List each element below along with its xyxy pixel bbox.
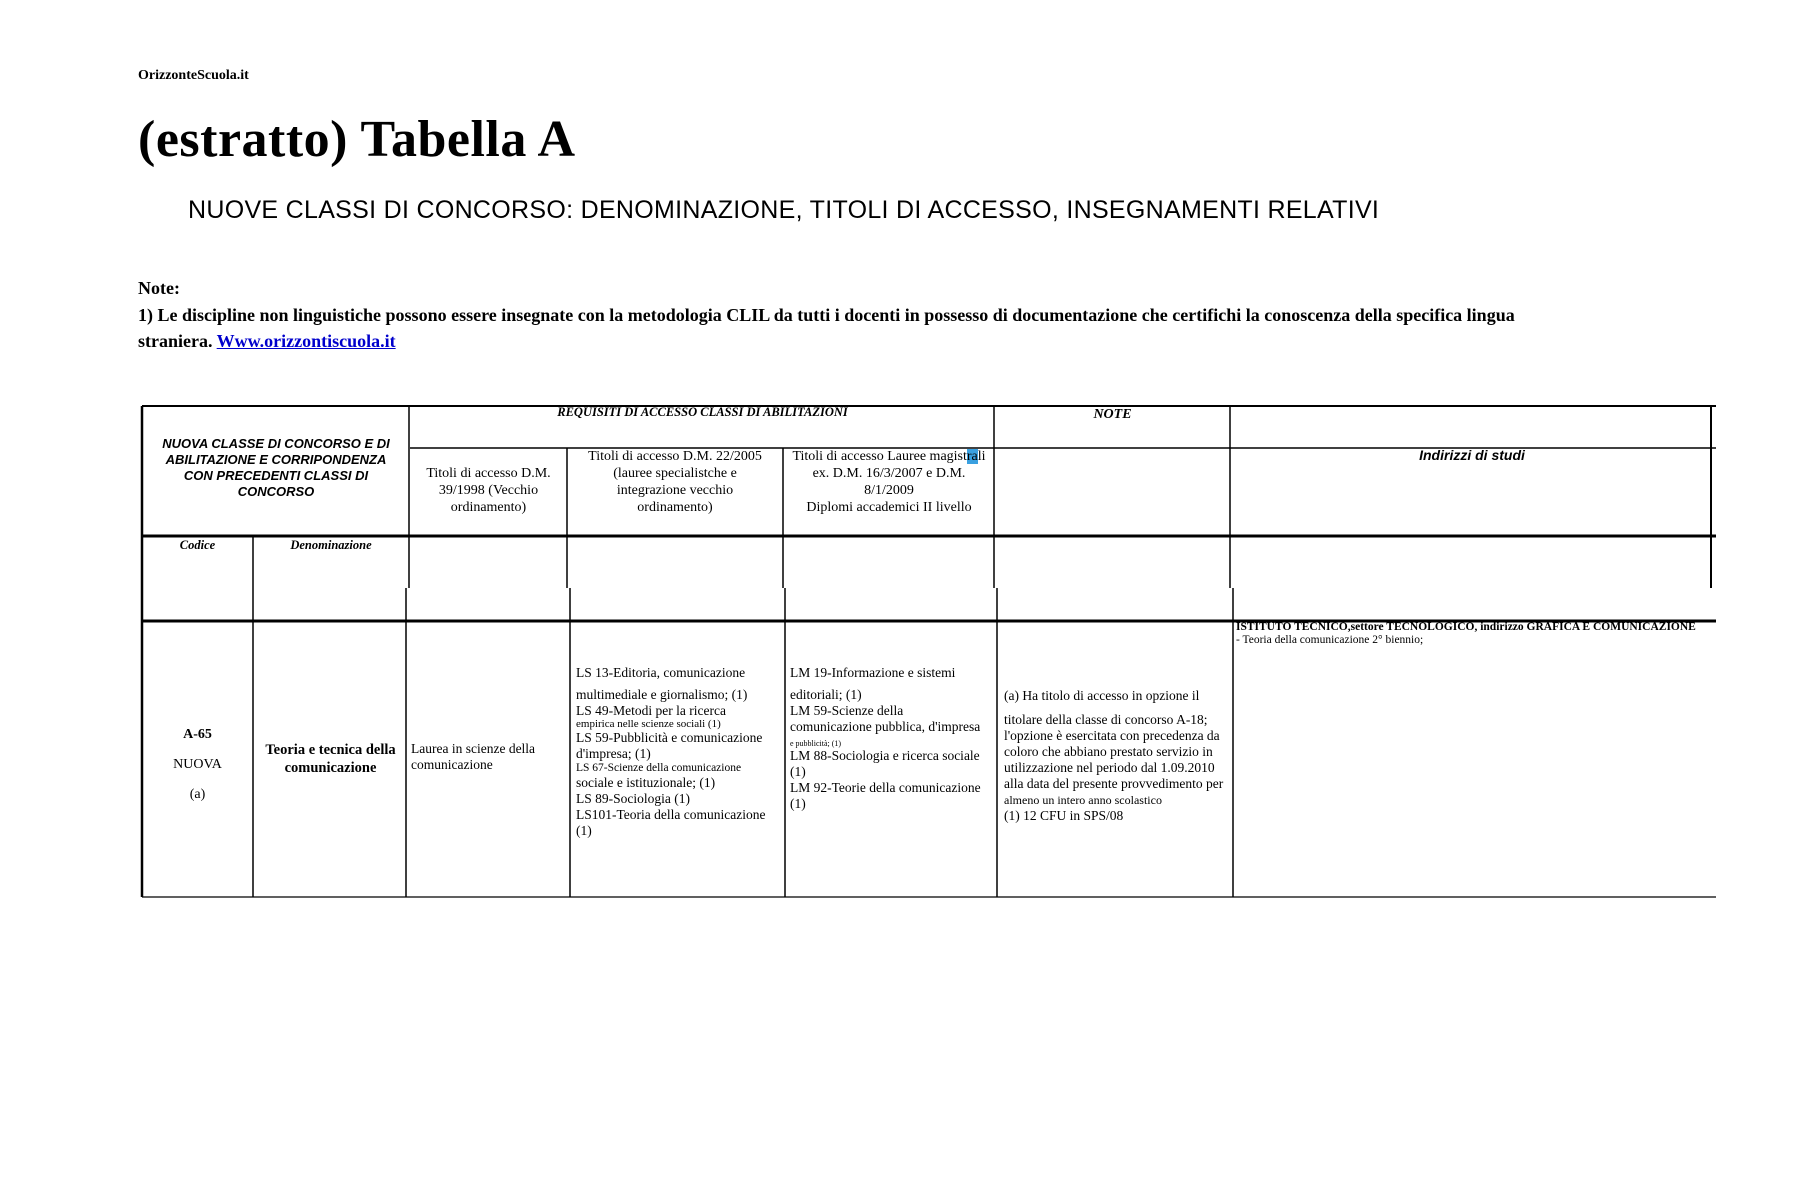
ls-line: LS 67-Scienze della comunicazione	[576, 762, 742, 774]
header-denominazione: Denominazione	[290, 538, 372, 552]
site-name: OrizzonteScuola.it	[138, 68, 249, 83]
lm-line: LM 59-Scienze della	[790, 703, 904, 718]
header-codice: Codice	[179, 538, 216, 552]
ls-line: multimediale e giornalismo; (1)	[576, 687, 748, 702]
ls-line: sociale e istituzionale; (1)	[576, 775, 716, 790]
header-titoli-ls: Titoli di accesso D.M. 22/2005 (lauree specialistche e integrazione vecchio ordinamento)	[588, 449, 762, 515]
note-line: titolare della classe di concorso A-18;	[1004, 712, 1208, 727]
note-label: Note:	[138, 278, 180, 298]
note-line: alla data del presente provvedimento per	[1004, 776, 1224, 791]
note-line: almeno un intero anno scolastico	[1004, 793, 1162, 807]
header-requisiti: REQUISITI DI ACCESSO CLASSI DI ABILITAZIONI	[557, 405, 848, 419]
row-indirizzi	[1236, 621, 1706, 647]
ls-line: LS101-Teoria della comunicazione	[576, 807, 766, 822]
row-codice: A-65	[183, 727, 212, 742]
note-line: l'opzione è esercitata con precedenza da	[1004, 728, 1220, 743]
note-line: coloro che abbiano prestato servizio in	[1004, 744, 1213, 759]
lm-line: LM 88-Sociologia e ricerca sociale	[790, 748, 980, 763]
row-nota-ref: (a)	[189, 787, 206, 802]
ls-line: empirica nelle scienze sociali (1)	[576, 718, 721, 730]
ls-line: LS 49-Metodi per la ricerca	[576, 703, 726, 718]
note-line: (a) Ha titolo di accesso in opzione il	[1004, 688, 1200, 703]
header-titoli-lm-line1: Titoli di accesso Lauree magistrali	[792, 449, 986, 464]
lm-line: e pubblicità; (1)	[790, 739, 842, 748]
ls-line: LS 89-Sociologia (1)	[576, 791, 690, 806]
note-body: 1) Le discipline non linguistiche possono essere insegnate con la metodologia CLIL da tutti i docenti in possesso di documentazione che certifichi la conoscenza della specifica lingua straniera.	[138, 305, 1515, 351]
row-titoli-ls	[576, 665, 781, 839]
header-titoli-lm-line2: ex. D.M. 16/3/2007 e D.M. 8/1/2009	[812, 466, 966, 498]
header-indirizzi: Indirizzi di studi	[1419, 447, 1525, 463]
note-line: utilizzazione nel periodo dal 1.09.2010	[1004, 760, 1215, 775]
header-titoli-lm	[786, 448, 992, 516]
indirizzi-item: - Teoria della comunicazione 2° biennio;	[1236, 634, 1424, 646]
lm-line: (1)	[790, 764, 806, 779]
page-title: (estratto) Tabella A	[138, 111, 576, 168]
lm-line: editoriali; (1)	[790, 687, 862, 702]
lm-line: LM 19-Informazione e sistemi	[790, 665, 956, 680]
ls-line: LS 59-Pubblicità e comunicazione	[576, 730, 763, 745]
lm-line: (1)	[790, 796, 806, 811]
ls-line: LS 13-Editoria, comunicazione	[576, 665, 746, 680]
header-note: NOTE	[1093, 407, 1132, 422]
note-line: (1) 12 CFU in SPS/08	[1004, 808, 1124, 823]
website-link[interactable]: Www.orizzontiscuola.it	[216, 331, 396, 351]
row-titoli-vecchio: Laurea in scienze della comunicazione	[411, 741, 536, 772]
row-titoli-lm	[790, 665, 993, 812]
indirizzi-title: ISTITUTO TECNICO,settore TECNOLOGICO, indirizzo GRAFICA E COMUNICAZIONE	[1236, 621, 1696, 633]
header-titoli-lm-line3: Diplomi accademici II livello	[806, 500, 972, 515]
row-denominazione: Teoria e tecnica della comunicazione	[265, 742, 396, 776]
page-subtitle: NUOVE CLASSI DI CONCORSO: DENOMINAZIONE, TITOLI DI ACCESSO, INSEGNAMENTI RELATIVI	[188, 196, 1380, 224]
lm-line: LM 92-Teorie della comunicazione	[790, 780, 981, 795]
ls-line: (1)	[576, 823, 592, 838]
row-codice-cell	[145, 720, 250, 810]
row-note	[1004, 688, 1232, 824]
header-nuova-classe: NUOVA CLASSE DI CONCORSO E DI ABILITAZIONE E CORRIPONDENZA CON PRECEDENTI CLASSI DI CONCORSO	[162, 436, 390, 499]
ls-line: d'impresa; (1)	[576, 746, 651, 761]
lm-line: comunicazione pubblica, d'impresa	[790, 719, 981, 734]
row-stato: NUOVA	[173, 757, 222, 772]
header-titoli-vecchio: Titoli di accesso D.M. 39/1998 (Vecchio ordinamento)	[426, 466, 551, 515]
